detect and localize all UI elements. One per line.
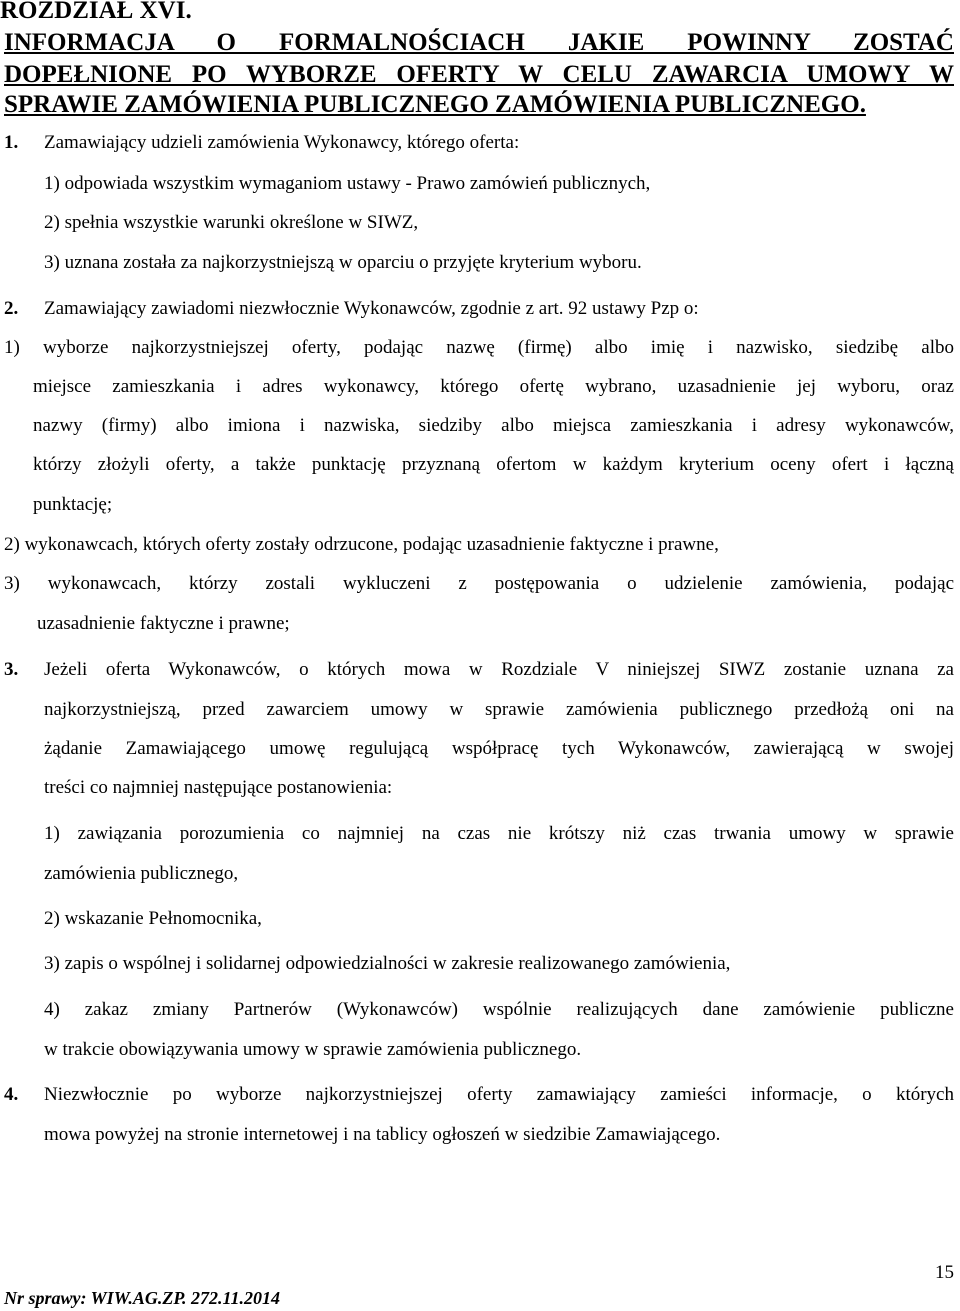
section-3-intro-line-3: żądanie Zamawiającego umowę regulującą współpracę tych Wykonawców, zawierającą w swojej <box>44 738 954 759</box>
section-4-line-2: mowa powyżej na stronie internetowej i na tablicy ogłoszeń w siedzibie Zamawiającego. <box>44 1124 721 1145</box>
section-2-item-1-line-1: 1) wyborze najkorzystniejszej oferty, podając nazwę (firmę) albo imię i nazwisko, siedzibę albo <box>4 337 954 358</box>
chapter-title-line-1: INFORMACJA O FORMALNOŚCIACH JAKIE POWINNY ZOSTAĆ <box>4 29 954 56</box>
chapter-heading: ROZDZIAŁ XVI. <box>0 0 192 24</box>
section-2-item-3-line-1: 3) wykonawcach, którzy zostali wykluczeni z postępowania o udzielenie zamówienia, podając <box>4 573 954 594</box>
section-3-item-1-line-1: 1) zawiązania porozumienia co najmniej na czas nie krótszy niż czas trwania umowy w sprawie <box>44 823 954 844</box>
section-3-intro-line-2: najkorzystniejszą, przed zawarciem umowy w sprawie zamówienia publicznego przedłożą oni na <box>44 699 954 720</box>
section-1-intro: Zamawiający udzieli zamówienia Wykonawcy, którego oferta: <box>44 132 520 153</box>
section-2-item-3-line-2: uzasadnienie faktyczne i prawne; <box>37 613 290 634</box>
section-3-item-4-line-1: 4) zakaz zmiany Partnerów (Wykonawców) wspólnie realizujących dane zamówienie publiczne <box>44 999 954 1020</box>
chapter-title-line-3: SPRAWIE ZAMÓWIENIA PUBLICZNEGO ZAMÓWIENIA PUBLICZNEGO. <box>4 91 866 118</box>
section-1-item-2: 2) spełnia wszystkie warunki określone w SIWZ, <box>44 212 419 233</box>
page-number: 15 <box>935 1262 954 1283</box>
section-3-item-1-line-2: zamówienia publicznego, <box>44 863 239 884</box>
chapter-title-line-2: DOPEŁNIONE PO WYBORZE OFERTY W CELU ZAWARCIA UMOWY W <box>4 61 954 88</box>
section-3-item-2: 2) wskazanie Pełnomocnika, <box>44 908 262 929</box>
section-1-number: 1. <box>4 132 19 153</box>
section-3-item-3: 3) zapis o wspólnej i solidarnej odpowiedzialności w zakresie realizowanego zamówienia, <box>44 953 731 974</box>
section-2-item-2: 2) wykonawcach, których oferty zostały odrzucone, podając uzasadnienie faktyczne i prawne, <box>4 534 719 555</box>
section-2-item-1-line-5: punktację; <box>33 494 113 515</box>
section-4-line-1: Niezwłocznie po wyborze najkorzystniejszej oferty zamawiający zamieści informacje, o których <box>44 1084 954 1105</box>
section-2-item-1-line-4: którzy złożyli oferty, a także punktację przyznaną ofertom w każdym kryterium oceny ofert i łączną <box>33 454 954 475</box>
section-1-item-3: 3) uznana została za najkorzystniejszą w oparciu o przyjęte kryterium wyboru. <box>44 252 642 273</box>
section-2-intro: Zamawiający zawiadomi niezwłocznie Wykonawców, zgodnie z art. 92 ustawy Pzp o: <box>44 298 699 319</box>
section-2-item-1-line-3: nazwy (firmy) albo imiona i nazwiska, siedziby albo miejsca zamieszkania i adresy wykonawców, <box>33 415 954 436</box>
section-4-number: 4. <box>4 1084 19 1105</box>
section-3-item-4-line-2: w trakcie obowiązywania umowy w sprawie zamówienia publicznego. <box>44 1039 582 1060</box>
section-2-number: 2. <box>4 298 19 319</box>
section-2-item-1-line-2: miejsce zamieszkania i adres wykonawcy, którego ofertę wybrano, uzasadnienie jej wyboru, oraz <box>33 376 954 397</box>
section-3-intro-line-1: Jeżeli oferta Wykonawców, o których mowa w Rozdziale V niniejszej SIWZ zostanie uznana za <box>44 659 954 680</box>
section-3-intro-line-4: treści co najmniej następujące postanowienia: <box>44 777 393 798</box>
section-3-number: 3. <box>4 659 19 680</box>
section-1-item-1: 1) odpowiada wszystkim wymaganiom ustawy - Prawo zamówień publicznych, <box>44 173 651 194</box>
case-number: Nr sprawy: WIW.AG.ZP. 272.11.2014 <box>4 1288 281 1308</box>
